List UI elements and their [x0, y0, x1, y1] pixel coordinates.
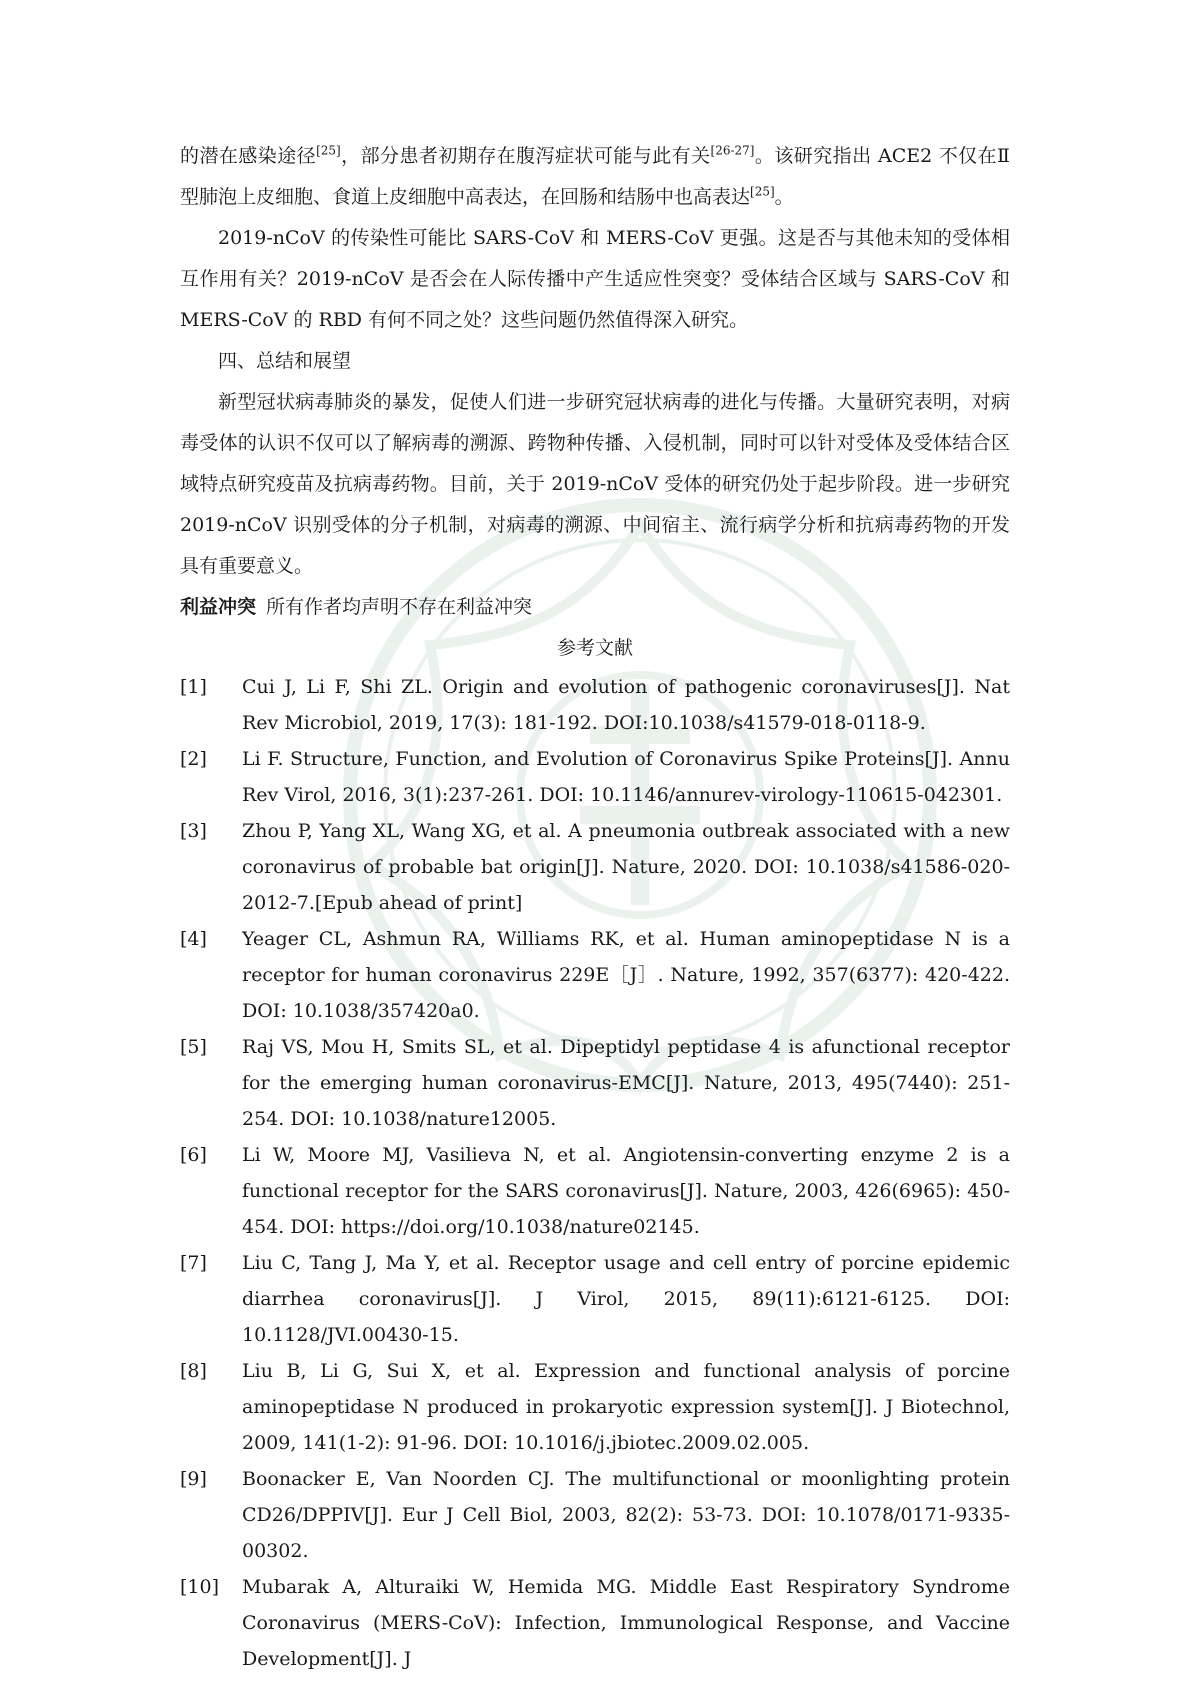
reference-number: [6] [180, 1144, 207, 1166]
reference-number: [2] [180, 748, 207, 770]
reference-item [180, 1029, 1010, 1137]
reference-text: Raj VS, Mou H, Smits SL, et al. Dipeptidyl peptidase 4 is afunctional receptor for the emerging human coronavirus-EMC[J]. Nature, 2013, 495(7440): 251-254. DOI: 10.1038/nature12005. [242, 1036, 1010, 1130]
reference-text: Boonacker E, Van Noorden CJ. The multifunctional or moonlighting protein CD26/DPPIV[J]. Eur J Cell Biol, 2003, 82(2): 53-73. DOI: 10.1078/0171-9335-00302. [242, 1468, 1010, 1562]
references-title: 参考文献 [556, 637, 633, 659]
conflict-of-interest [180, 587, 1010, 628]
text-run: 。 [774, 186, 794, 208]
reference-number: [3] [180, 820, 207, 842]
reference-text: Liu B, Li G, Sui X, et al. Expression and functional analysis of porcine aminopeptidase N produced in prokaryotic expression system[J]. J Biotechnol, 2009, 141(1-2): 91-96. DOI: 10.1016/j.jbiotec.2009.02.005. [242, 1360, 1010, 1454]
reference-item [180, 1569, 1010, 1677]
citation: [26-27] [710, 143, 755, 158]
section-heading: 四、总结和展望 [218, 350, 352, 372]
reference-item [180, 1245, 1010, 1353]
reference-item [180, 921, 1010, 1029]
conflict-label: 利益冲突 [180, 596, 257, 618]
reference-item [180, 1461, 1010, 1569]
reference-number: [1] [180, 676, 207, 698]
citation: [25] [750, 184, 775, 199]
reference-item [180, 1353, 1010, 1461]
reference-text: Li W, Moore MJ, Vasilieva N, et al. Angiotensin-converting enzyme 2 is a functional receptor for the SARS coronavirus[J]. Nature, 2003, 426(6965): 450-454. DOI: https://doi.org/10.1038/nature02145. [242, 1144, 1010, 1238]
citation: [25] [316, 143, 341, 158]
reference-text: Cui J, Li F, Shi ZL. Origin and evolution of pathogenic coronaviruses[J]. Nat Rev Microbiol, 2019, 17(3): 181-192. DOI:10.1038/s41579-018-0118-9. [242, 676, 1010, 734]
reference-text: Zhou P, Yang XL, Wang XG, et al. A pneumonia outbreak associated with a new coronavirus of probable bat origin[J]. Nature, 2020. DOI: 10.1038/s41586-020-2012-7.[Epub ahead of print] [242, 820, 1010, 914]
reference-item [180, 1137, 1010, 1245]
paragraph-2: 2019-nCoV 的传染性可能比 SARS-CoV 和 MERS-CoV 更强。这是否与其他未知的受体相互作用有关？2019-nCoV 是否会在人际传播中产生适应性突变？受体结合区域与 SARS-CoV 和 MERS-CoV 的 RBD 有何不同之处？这些问题仍然值得深入研究。 [180, 227, 1010, 331]
reference-text: Li F. Structure, Function, and Evolution of Coronavirus Spike Proteins[J]. Annu Rev Virol, 2016, 3(1):237-261. DOI: 10.1146/annurev-virology-110615-042301. [242, 748, 1010, 806]
text-run: ，部分患者初期存在腹泻症状可能与此有关 [340, 145, 711, 167]
reference-item [180, 813, 1010, 921]
reference-number: [5] [180, 1036, 207, 1058]
reference-number: [9] [180, 1468, 207, 1490]
reference-number: [8] [180, 1360, 207, 1382]
reference-text: Yeager CL, Ashmun RA, Williams RK, et al. Human aminopeptidase N is a receptor for human coronavirus 229E［J］. Nature, 1992, 357(6377): 420-422. DOI: 10.1038/357420a0. [242, 928, 1010, 1022]
reference-text: Liu C, Tang J, Ma Y, et al. Receptor usage and cell entry of porcine epidemic diarrhea coronavirus[J]. J Virol, 2015, 89(11):6121-6125. DOI: 10.1128/JVI.00430-15. [242, 1252, 1010, 1346]
paragraph-1 [180, 136, 1010, 218]
reference-number: [7] [180, 1252, 207, 1274]
reference-number: [4] [180, 928, 207, 950]
reference-list [180, 669, 1010, 1677]
reference-item [180, 741, 1010, 813]
reference-text: Mubarak A, Alturaiki W, Hemida MG. Middle East Respiratory Syndrome Coronavirus (MERS-CoV): Infection, Immunological Response, and Vaccine Development[J]. J [242, 1576, 1010, 1670]
text-run: 。该研究指出 ACE2 不仅在Ⅱ型肺泡上皮细胞、食道上皮细胞中高表达，在回肠和结肠中也高表达 [180, 145, 1010, 208]
text-run: 的潜在感染途径 [180, 145, 317, 167]
paragraph-3: 新型冠状病毒肺炎的暴发，促使人们进一步研究冠状病毒的进化与传播。大量研究表明，对病毒受体的认识不仅可以了解病毒的溯源、跨物种传播、入侵机制，同时可以针对受体及受体结合区域特点研究疫苗及抗病毒药物。目前，关于 2019-nCoV 受体的研究仍处于起步阶段。进一步研究 2019-nCoV 识别受体的分子机制，对病毒的溯源、中间宿主、流行病学分析和抗病毒药物的开发具有重要意义。 [180, 391, 1010, 577]
conflict-text: 所有作者均声明不存在利益冲突 [266, 596, 533, 618]
reference-item [180, 669, 1010, 741]
page-content [180, 136, 1010, 1677]
reference-number: [10] [180, 1576, 220, 1598]
